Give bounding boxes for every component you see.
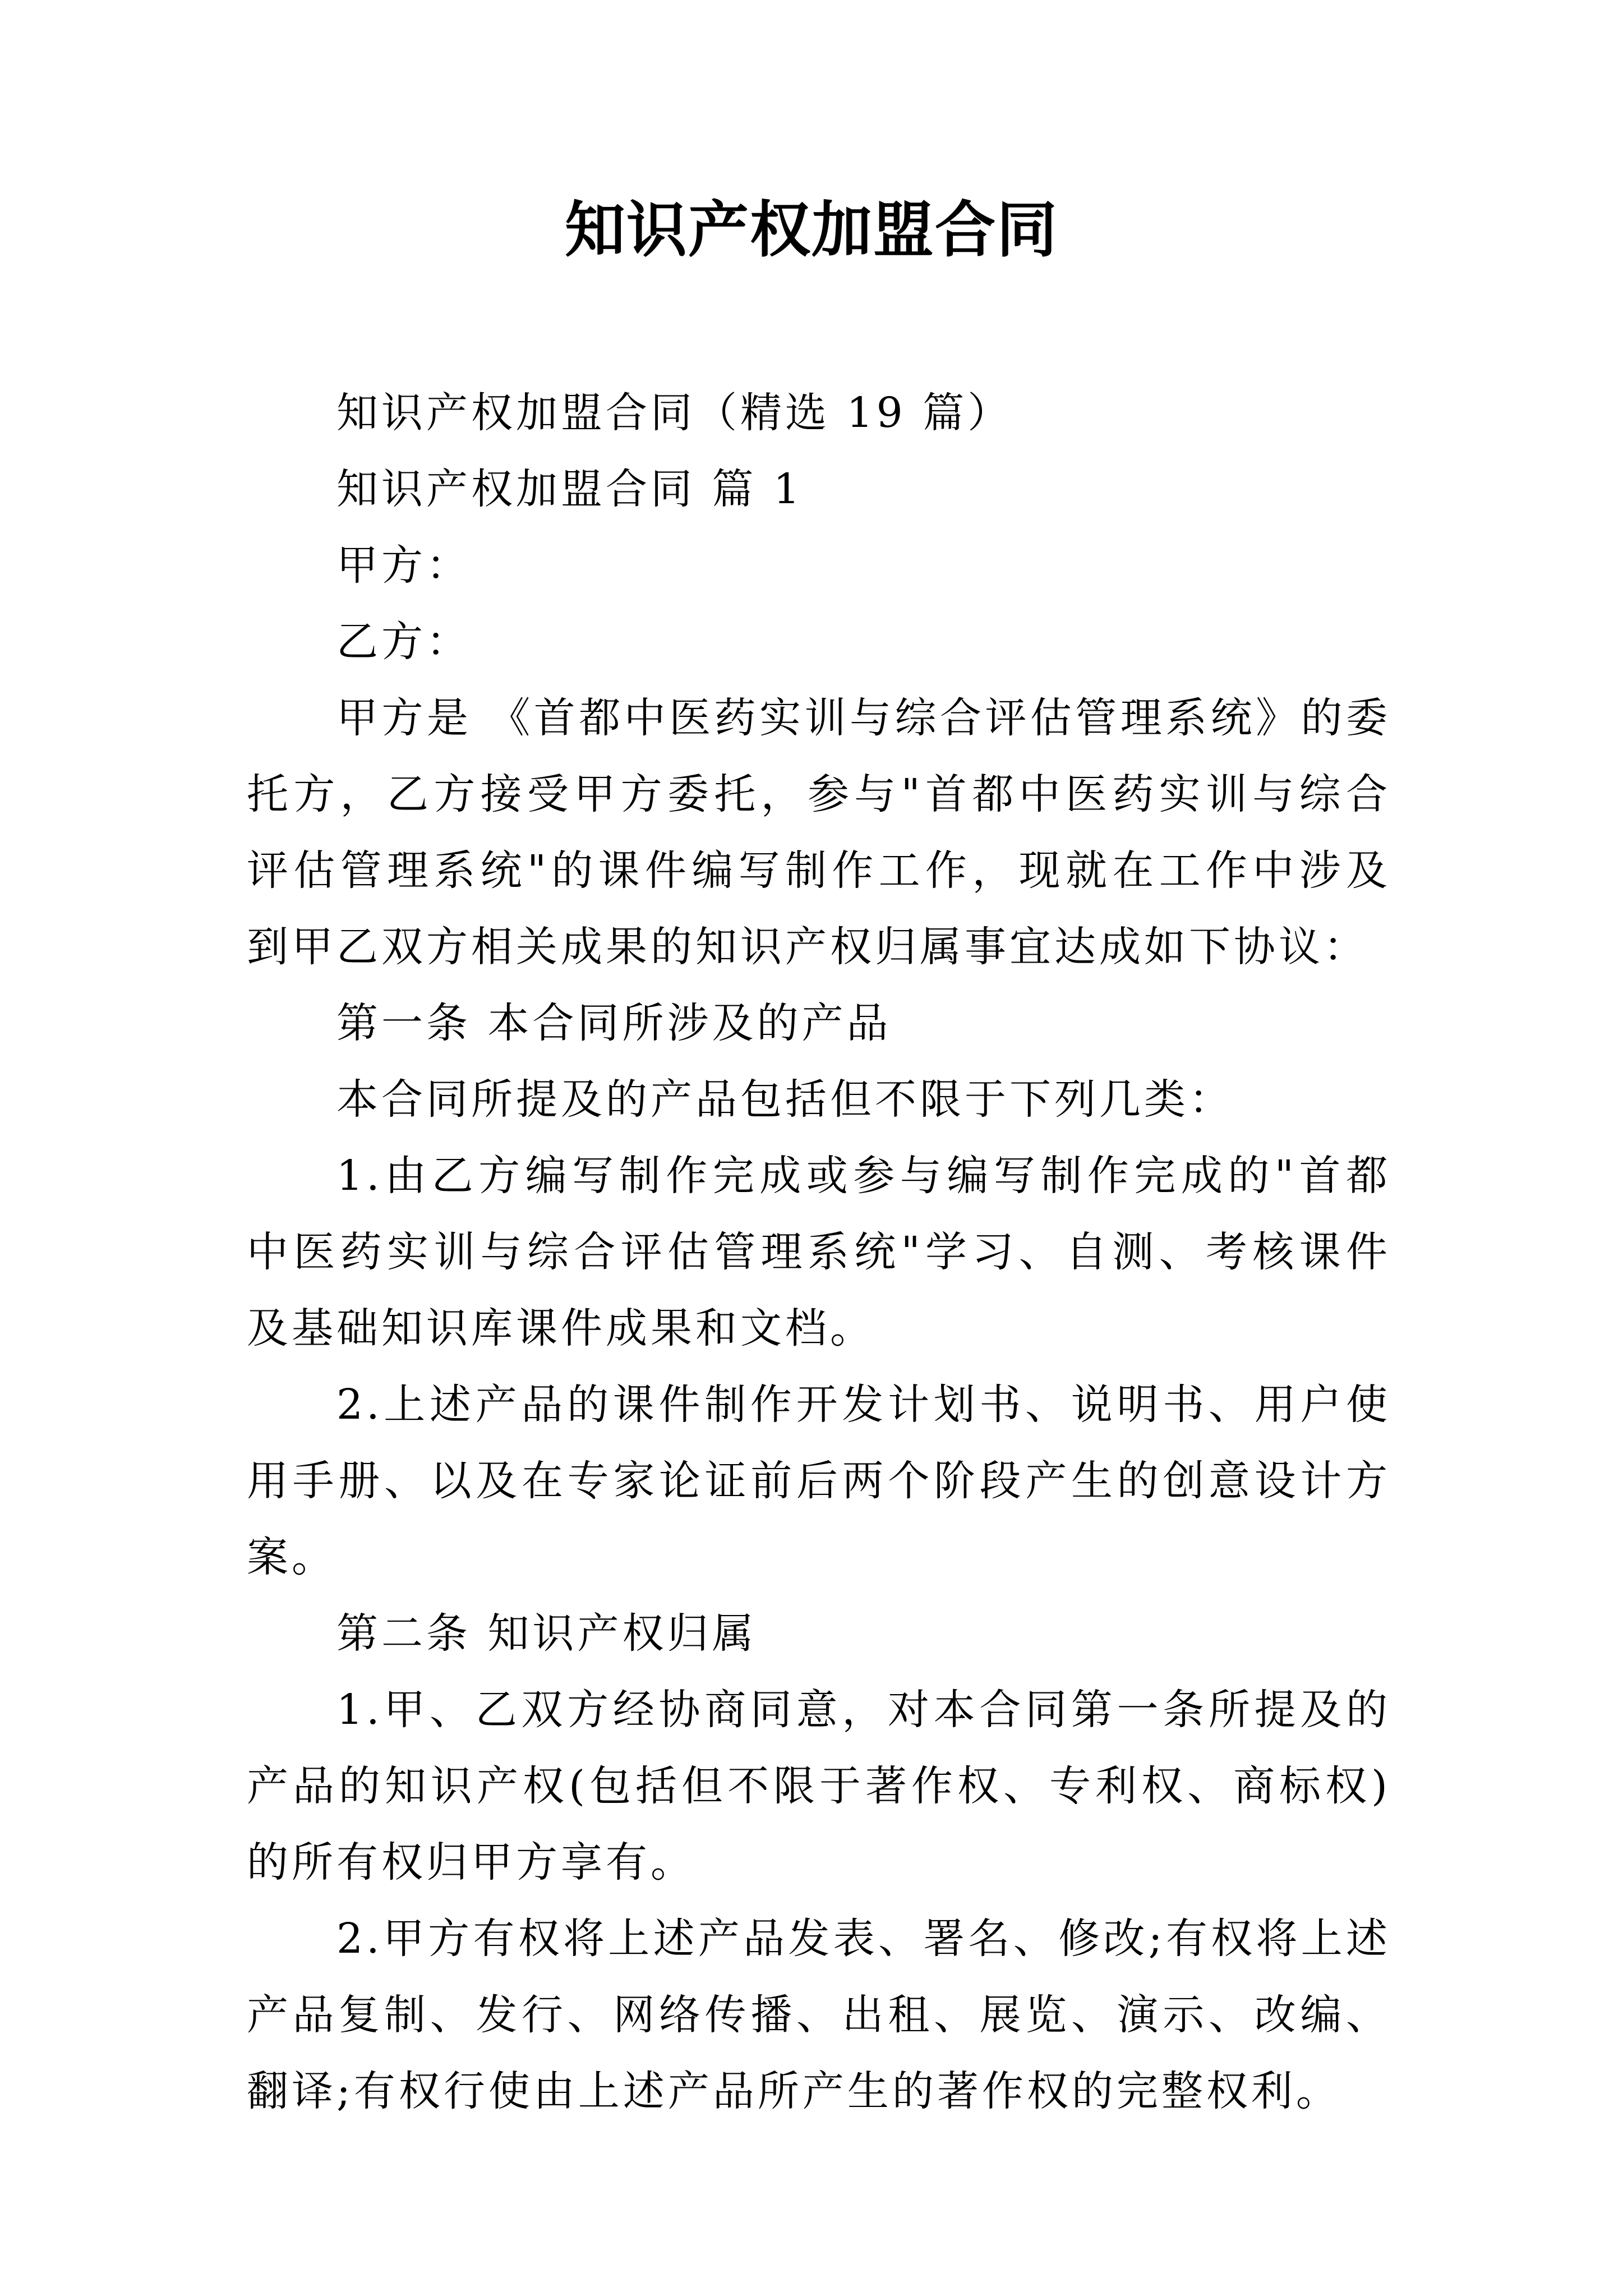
paragraph-party-b: 乙方： — [336, 618, 471, 666]
paragraph-article-1-item-2: 2.上述产品的课件制作开发计划书、说明书、用户使用手册、以及在专家论证前后两个阶段产生的创意设计方案。 — [247, 1381, 1391, 1581]
paragraph-article-2-heading: 第二条 知识产权归属 — [336, 1609, 757, 1658]
paragraph-preamble: 甲方是 《首都中医药实训与综合评估管理系统》的委托方，乙方接受甲方委托，参与"首都中医药实训与综合评估管理系统"的课件编写制作工作，现就在工作中涉及到甲乙双方相关成果的知识产权归属事宜达成如下协议： — [247, 694, 1391, 971]
paragraph-article-1-heading: 第一条 本合同所涉及的产品 — [336, 999, 892, 1047]
document-body — [247, 375, 1391, 2129]
document-title: 知识产权加盟合同 — [564, 195, 1058, 265]
paragraph-article-1-item-1: 1.由乙方编写制作完成或参与编写制作完成的"首都中医药实训与综合评估管理系统"学习、自测、考核课件及基础知识库课件成果和文档。 — [247, 1152, 1391, 1352]
paragraph-section-heading: 知识产权加盟合同 篇 1 — [336, 465, 804, 513]
paragraph-article-1-intro: 本合同所提及的产品包括但不限于下列几类： — [336, 1075, 1234, 1124]
paragraph-article-2-item-2: 2.甲方有权将上述产品发表、署名、修改;有权将上述产品复制、发行、网络传播、出租、展览、演示、改编、翻译;有权行使由上述产品所产生的著作权的完整权利。 — [247, 1915, 1391, 2115]
paragraph-article-2-item-1: 1.甲、乙双方经协商同意，对本合同第一条所提及的产品的知识产权(包括但不限于著作权、专利权、商标权)的所有权归甲方享有。 — [247, 1686, 1391, 1887]
paragraph-subtitle: 知识产权加盟合同（精选 19 篇） — [336, 389, 1013, 437]
paragraph-party-a: 甲方： — [336, 541, 471, 590]
